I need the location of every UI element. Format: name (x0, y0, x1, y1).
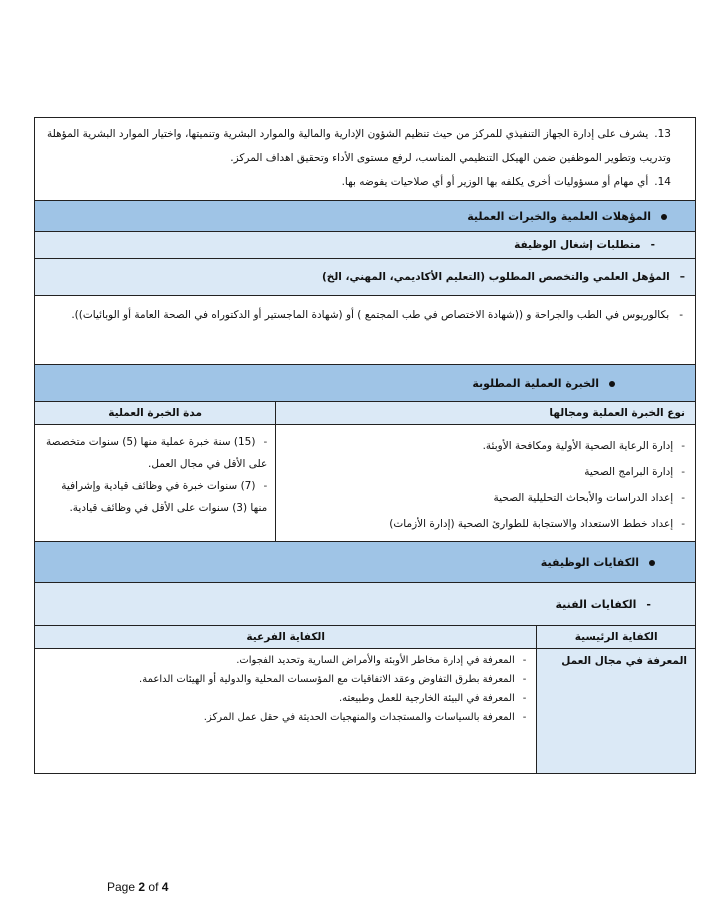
list-item: -إعداد الدراسات والأبحاث التحليلية الصحية (493, 492, 685, 504)
page-footer: Page 2 of 4 (107, 880, 169, 894)
list-item: -إدارة البرامج الصحية (584, 466, 685, 478)
sub-competency-header: الكفاية الفرعية (35, 626, 537, 649)
experience-type-header: نوع الخبرة العملية ومجالها (276, 402, 696, 425)
list-item: -إدارة الرعاية الصحية الأولية ومكافحة الأوبئة. (482, 440, 685, 452)
duty-item-13 (41, 122, 683, 170)
sub-competency-cell (35, 649, 537, 774)
job-description-table (34, 117, 696, 402)
duty-number: 13. (654, 128, 671, 140)
experience-table (34, 401, 696, 542)
dash-icon: - (679, 309, 683, 321)
duty-item-14 (41, 170, 683, 194)
experience-types-cell (276, 425, 696, 542)
dash-icon: - (650, 239, 655, 251)
core-competency-header: الكفاية الرئيسية (537, 626, 696, 649)
bullet-icon (649, 560, 655, 566)
list-item: -(7) سنوات خبرة في وظائف قيادية وإشرافية منها (3) سنوات على الأقل في وظائف قيادية. (61, 480, 268, 514)
bullet-icon (609, 381, 615, 387)
document-body (34, 117, 696, 774)
experience-duration-cell (35, 425, 276, 542)
qualifications-section-header: المؤهلات العلمية والخبرات العملية (35, 201, 696, 232)
list-item: -إعداد خطط الاستعداد والاستجابة للطوارئ الصحية (إدارة الأزمات) (389, 518, 685, 530)
experience-duration-header: مدة الخبرة العملية (35, 402, 276, 425)
list-item: -(15) سنة خبرة عملية منها (5) سنوات متخصصة على الأقل في مجال العمل. (46, 436, 268, 470)
duties-cell (35, 118, 696, 201)
duty-text: يشرف على إدارة الجهاز التنفيذي للمركز من حيث تنظيم الشؤون الإدارية والمالية والموارد البشرية وتنميتها، واختيار الموارد البشرية المؤهلة وتدريب وتطوير الموظفين ضمن الهيكل التنظيمي المناسب، لرفع مستوى الأداء وتحقيق اهداف المركز. (47, 128, 671, 164)
experience-section-header: الخبرة العملية المطلوبة (35, 365, 696, 402)
duty-text: أي مهام أو مسؤوليات أخرى يكلفه بها الوزير أو أي صلاحيات يفوضه بها. (341, 176, 649, 188)
competencies-table (34, 541, 696, 626)
dash-icon: - (646, 597, 651, 611)
education-title: –المؤهل العلمي والتخصص المطلوب (التعليم الأكاديمي، المهني، الخ) (35, 259, 696, 296)
list-item: -المعرفة بطرق التفاوض وعقد الاتفاقيات مع المؤسسات المحلية والدولية أو الهيئات الداعمة. (139, 674, 527, 685)
technical-competency-table (34, 625, 696, 774)
technical-competencies-header: -الكفايات الفنية (35, 583, 696, 626)
bullet-icon (661, 214, 667, 220)
list-item: -المعرفة في إدارة مخاطر الأوبئة والأمراض السارية وتحديد الفجوات. (236, 655, 527, 666)
job-requirements-header: -متطلبات إشغال الوظيفة (35, 232, 696, 259)
functional-competencies-header: الكفايات الوظيفية (35, 542, 696, 583)
list-item: -المعرفة في البيئة الخارجية للعمل وطبيعته. (338, 693, 527, 704)
list-item: -المعرفة بالسياسات والمستجدات والمنهجيات الحديثة في حقل عمل المركز. (203, 712, 527, 723)
duty-number: 14. (654, 176, 671, 188)
core-competency-cell: المعرفة في مجال العمل (537, 649, 696, 774)
dash-icon: – (679, 271, 685, 283)
education-text-cell: -بكالوريوس في الطب والجراحة و ((شهادة الاختصاص في طب المجتمع ) أو (شهادة الماجستير أو الدكتوراه في الصحة العامة أو الوبائيات)). (35, 296, 696, 365)
